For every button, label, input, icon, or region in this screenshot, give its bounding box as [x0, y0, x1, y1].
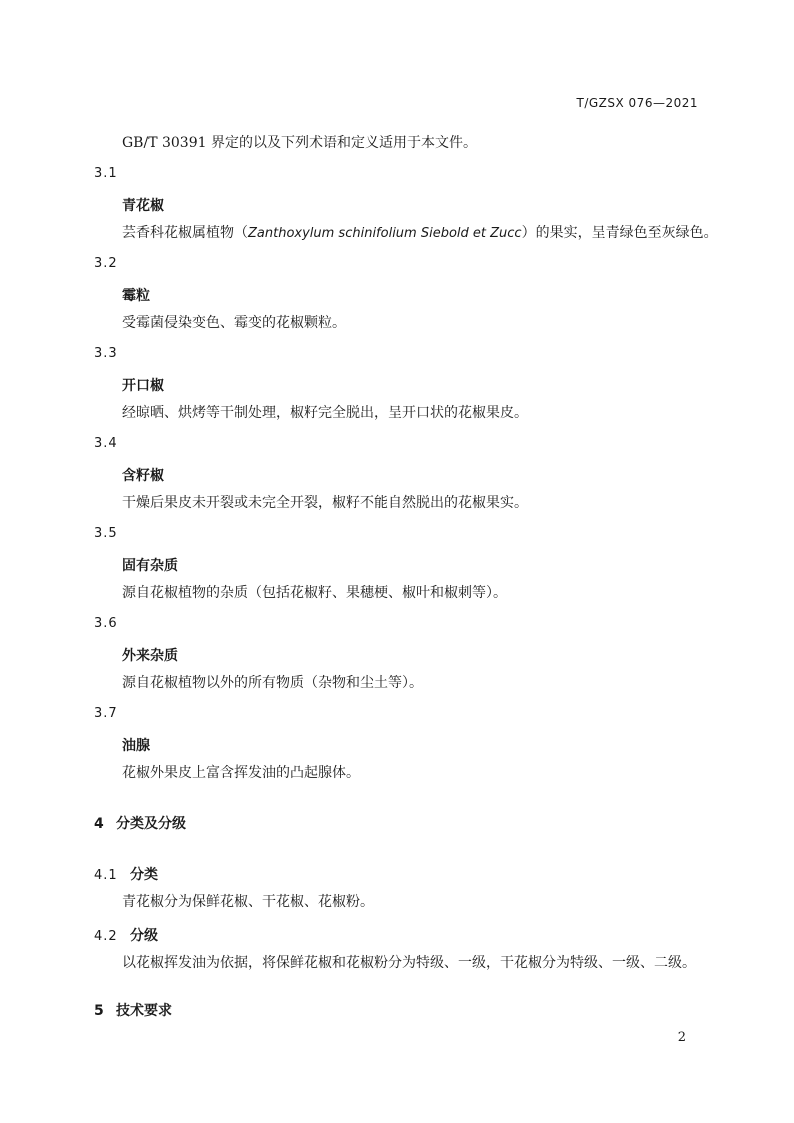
- section-heading: [94, 813, 186, 833]
- intro-text: GB/T 30391 界定的以及下列术语和定义适用于本文件。: [122, 135, 477, 151]
- section-heading: [94, 1000, 172, 1020]
- subsection-text: 以花椒挥发油为依据，将保鲜花椒和花椒粉分为特级、一级，干花椒分为特级、一级、二级。: [122, 955, 696, 971]
- term-title: 含籽椒: [122, 468, 164, 484]
- latin-name: Zanthoxylum schinifolium Siebold et Zucc: [248, 226, 522, 241]
- term-definition: 源自花椒植物的杂质（包括花椒籽、果穗梗、椒叶和椒刺等）。: [122, 585, 507, 601]
- subsection-heading: [94, 864, 158, 884]
- term-number: 3.1: [94, 166, 118, 181]
- subsection-heading: [94, 925, 158, 945]
- subsection-number: 4.2: [94, 929, 118, 944]
- term-title: 固有杂质: [122, 558, 178, 574]
- definition-suffix: ）的果实，呈青绿色至灰绿色。: [521, 225, 718, 241]
- subsection-number: 4.1: [94, 868, 118, 883]
- term-definition: 经晾晒、烘烤等干制处理，椒籽完全脱出，呈开口状的花椒果皮。: [122, 405, 528, 421]
- term-title: 青花椒: [122, 198, 164, 214]
- term-definition: 干燥后果皮未开裂或未完全开裂，椒籽不能自然脱出的花椒果实。: [122, 495, 528, 511]
- term-title: 外来杂质: [122, 648, 178, 664]
- section-number: 5: [94, 1003, 104, 1019]
- term-number: 3.3: [94, 346, 118, 361]
- term-number: 3.7: [94, 706, 118, 721]
- term-definition: 花椒外果皮上富含挥发油的凸起腺体。: [122, 765, 360, 781]
- document-code: T/GZSX 076—2021: [576, 96, 698, 110]
- term-number: 3.4: [94, 436, 118, 451]
- section-title: 技术要求: [116, 1003, 172, 1019]
- definition-prefix: 芸香科花椒属植物（: [122, 225, 248, 241]
- term-definition: 源自花椒植物以外的所有物质（杂物和尘土等）。: [122, 675, 423, 691]
- term-title: 霉粒: [122, 288, 150, 304]
- term-number: 3.2: [94, 256, 118, 271]
- term-definition: [122, 224, 718, 243]
- term-definition: 受霉菌侵染变色、霉变的花椒颗粒。: [122, 315, 346, 331]
- term-title: 油腺: [122, 738, 150, 754]
- section-number: 4: [94, 816, 104, 832]
- subsection-text: 青花椒分为保鲜花椒、干花椒、花椒粉。: [122, 894, 374, 910]
- subsection-title: 分级: [130, 928, 158, 944]
- term-number: 3.6: [94, 616, 118, 631]
- section-title: 分类及分级: [116, 816, 186, 832]
- page-number: 2: [677, 1030, 686, 1045]
- term-number: 3.5: [94, 526, 118, 541]
- subsection-title: 分类: [130, 867, 158, 883]
- term-title: 开口椒: [122, 378, 164, 394]
